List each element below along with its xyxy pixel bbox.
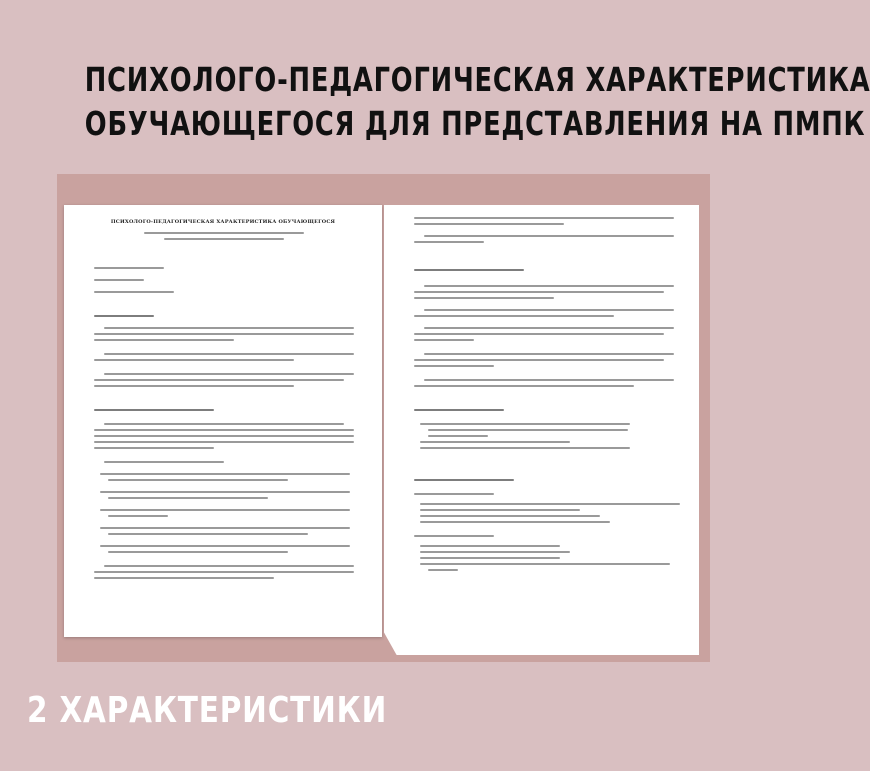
text-line <box>414 241 484 243</box>
text-line <box>420 509 580 511</box>
caption: 2 ХАРАКТЕРИСТИКИ <box>27 690 388 731</box>
text-line <box>420 447 630 449</box>
text-line <box>108 533 308 535</box>
text-line <box>414 333 664 335</box>
text-line <box>420 563 670 565</box>
text-line <box>414 493 494 495</box>
text-line <box>94 447 214 449</box>
text-line <box>428 435 488 437</box>
text-line <box>428 569 458 571</box>
text-line <box>414 359 664 361</box>
text-line <box>104 353 354 355</box>
heading-line-2: ОБУЧАЮЩЕГОСЯ ДЛЯ ПРЕДСТАВЛЕНИЯ НА ПМПК <box>84 104 866 143</box>
text-line <box>100 527 350 529</box>
text-line <box>420 521 610 523</box>
text-line <box>94 315 154 317</box>
text-line <box>414 315 614 317</box>
text-line <box>420 557 560 559</box>
text-line <box>414 339 474 341</box>
text-line <box>414 223 564 225</box>
text-line <box>100 509 350 511</box>
text-line <box>424 235 674 237</box>
text-line <box>414 385 634 387</box>
document-title: ПСИХОЛОГО-ПЕДАГОГИЧЕСКАЯ ХАРАКТЕРИСТИКА ОБУЧАЮЩЕГОСЯ <box>110 219 336 225</box>
text-line <box>424 379 674 381</box>
text-line <box>414 217 674 219</box>
text-line <box>94 385 294 387</box>
text-line <box>104 327 354 329</box>
text-line <box>100 545 350 547</box>
text-line <box>108 515 168 517</box>
text-line <box>104 461 224 463</box>
text-line <box>108 551 288 553</box>
text-line <box>94 409 214 411</box>
text-line <box>100 491 350 493</box>
text-line <box>424 309 674 311</box>
text-line <box>94 429 354 431</box>
text-line <box>424 327 674 329</box>
text-line <box>428 429 628 431</box>
text-line <box>420 441 570 443</box>
text-line <box>94 339 234 341</box>
text-line <box>94 571 354 573</box>
text-line <box>420 545 560 547</box>
text-line <box>104 565 354 567</box>
text-line <box>420 551 570 553</box>
text-line <box>414 365 494 367</box>
text-line <box>94 435 354 437</box>
text-line <box>414 409 504 411</box>
text-line <box>414 297 554 299</box>
text-line <box>94 379 344 381</box>
text-line <box>94 291 174 293</box>
document-page-right <box>384 205 699 655</box>
text-line <box>414 291 664 293</box>
text-line <box>424 285 674 287</box>
text-line <box>144 232 304 234</box>
text-line <box>104 373 354 375</box>
text-line <box>414 269 524 271</box>
text-line <box>414 535 494 537</box>
text-line <box>94 577 274 579</box>
text-line <box>104 423 344 425</box>
text-line <box>94 267 164 269</box>
text-line <box>108 479 288 481</box>
main-heading <box>84 58 870 146</box>
text-line <box>424 353 674 355</box>
text-line <box>94 279 144 281</box>
heading-line-1: ПСИХОЛОГО-ПЕДАГОГИЧЕСКАЯ ХАРАКТЕРИСТИКА <box>84 60 870 99</box>
text-line <box>100 473 350 475</box>
text-line <box>414 479 514 481</box>
text-line <box>94 441 354 443</box>
text-line <box>94 333 354 335</box>
text-line <box>420 515 600 517</box>
text-line <box>94 359 294 361</box>
document-page-left <box>64 205 382 637</box>
text-line <box>164 238 284 240</box>
text-line <box>420 423 630 425</box>
text-line <box>420 503 680 505</box>
text-line <box>108 497 268 499</box>
